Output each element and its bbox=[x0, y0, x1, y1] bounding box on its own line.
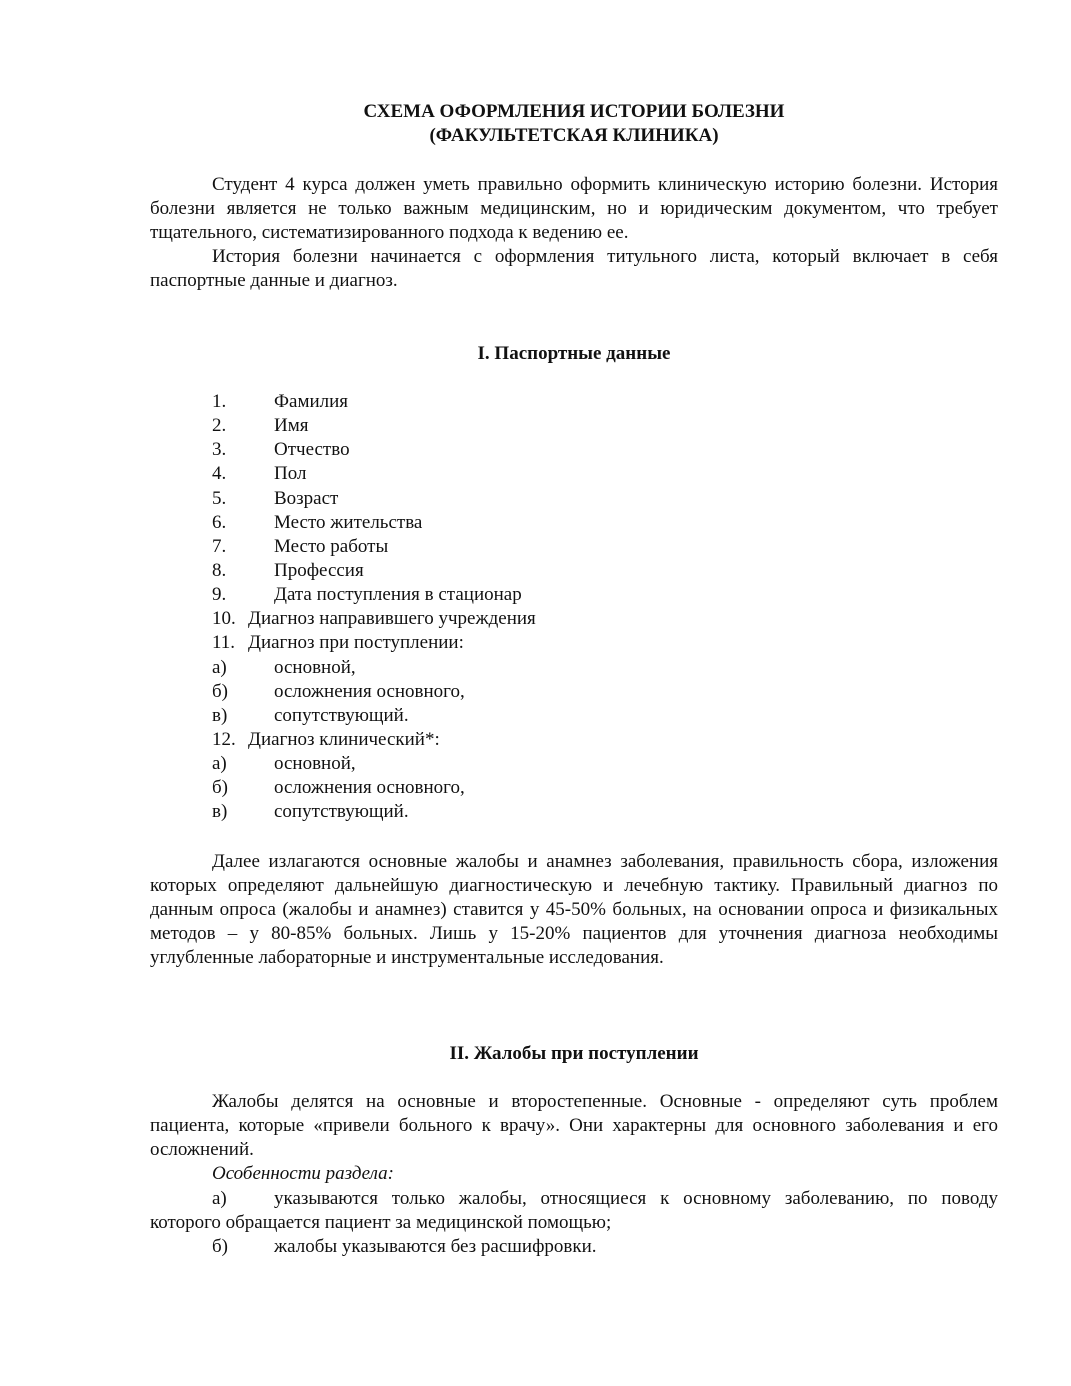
complaints-paragraph: Жалобы делятся на основные и второстепенные. Основные - определяют суть проблем пациента, которые «привели больного к врачу». Они характерны для основного заболевания и его осложнений. bbox=[150, 1091, 998, 1160]
list-item-text: сопутствующий. bbox=[274, 801, 409, 823]
passport-list-item bbox=[212, 631, 998, 655]
features-label bbox=[212, 1162, 998, 1186]
list-item-number: 4. bbox=[212, 463, 227, 485]
passport-list-item bbox=[212, 414, 998, 438]
list-item-number: 12. bbox=[212, 728, 236, 750]
list-item-number: 8. bbox=[212, 559, 227, 581]
passport-list-item bbox=[212, 680, 998, 704]
list-item-text: сопутствующий. bbox=[274, 704, 409, 726]
list-item-number: 10. bbox=[212, 608, 236, 630]
passport-list-item bbox=[212, 535, 998, 559]
passport-list-item bbox=[212, 559, 998, 583]
features-label-text: Особенности раздела: bbox=[212, 1163, 394, 1184]
diagnosis-paragraph: Далее излагаются основные жалобы и анамнез заболевания, правильность сбора, изложения которых определяют дальнейшую диагностическую и лечебную тактику. Правильный диагноз по данным опроса (жалобы и анамнез) ставится у 45-50% больных, на основании опроса и физикальных методов – у 80-85% больных. Лишь у 15-20% пациентов для уточнения диагноза необходимы углубленные лабораторные и инструментальные исследования. bbox=[150, 851, 998, 968]
list-item-text: основной, bbox=[274, 656, 356, 678]
list-item-number: в) bbox=[212, 801, 228, 823]
passport-list-item bbox=[212, 511, 998, 535]
passport-list-item bbox=[212, 607, 998, 631]
feature-a-marker: а) bbox=[212, 1188, 227, 1209]
passport-list-item bbox=[212, 583, 998, 607]
list-item-number: 1. bbox=[212, 391, 227, 412]
list-item-number: 9. bbox=[212, 584, 227, 606]
passport-list-item bbox=[212, 487, 998, 511]
feature-b-marker: б) bbox=[212, 1236, 228, 1257]
list-item-text: Отчество bbox=[274, 439, 350, 461]
list-item-text: Дата поступления в стационар bbox=[274, 584, 522, 606]
intro-paragraph-2: История болезни начинается с оформления титульного листа, который включает в себя паспортные данные и диагноз. bbox=[150, 246, 998, 291]
passport-data-list bbox=[212, 390, 998, 825]
list-item-number: а) bbox=[212, 753, 227, 775]
list-item-text: Место работы bbox=[274, 535, 389, 557]
list-item-text: Диагноз при поступлении: bbox=[248, 632, 464, 654]
document-title-line1: СХЕМА ОФОРМЛЕНИЯ ИСТОРИИ БОЛЕЗНИ bbox=[363, 101, 785, 122]
list-item-text: Пол bbox=[274, 463, 307, 485]
passport-list-item bbox=[212, 438, 998, 462]
list-item-text: Имя bbox=[274, 415, 309, 437]
passport-list-item bbox=[212, 390, 998, 414]
passport-list-item bbox=[212, 704, 998, 728]
list-item-number: 6. bbox=[212, 511, 227, 533]
list-item-number: 7. bbox=[212, 535, 227, 557]
feature-a bbox=[150, 1187, 998, 1235]
list-item-number: 11. bbox=[212, 632, 236, 654]
list-item-text: Место жительства bbox=[274, 511, 423, 533]
list-item-text: Возраст bbox=[274, 487, 339, 509]
list-item-number: 5. bbox=[212, 487, 227, 509]
list-item-number: 3. bbox=[212, 439, 227, 461]
list-item-number: в) bbox=[212, 704, 228, 726]
section-2-heading: II. Жалобы при поступлении bbox=[449, 1043, 699, 1064]
passport-list-item bbox=[212, 800, 998, 824]
passport-list-item bbox=[212, 728, 998, 752]
list-item-number: а) bbox=[212, 656, 227, 678]
passport-list-item bbox=[212, 752, 998, 776]
passport-list-item bbox=[212, 462, 998, 486]
list-item-text: основной, bbox=[274, 753, 356, 775]
list-item-text: осложнения основного, bbox=[274, 777, 465, 799]
passport-list-item bbox=[212, 656, 998, 680]
feature-a-text: указываются только жалобы, относящиеся к основному заболеванию, по поводу которого обращается пациент за медицинской помощью; bbox=[150, 1188, 998, 1233]
list-item-text: Диагноз клинический*: bbox=[248, 728, 440, 750]
list-item-text: Фамилия bbox=[274, 391, 349, 412]
list-item-number: 2. bbox=[212, 415, 227, 437]
passport-list-item bbox=[212, 776, 998, 800]
list-item-text: Профессия bbox=[274, 559, 364, 581]
list-item-number: б) bbox=[212, 777, 228, 799]
feature-b bbox=[150, 1235, 998, 1259]
list-item-text: Диагноз направившего учреждения bbox=[248, 608, 536, 630]
feature-b-text: жалобы указываются без расшифровки. bbox=[274, 1236, 597, 1257]
list-item-number: б) bbox=[212, 680, 228, 702]
intro-paragraph-1: Студент 4 курса должен уметь правильно оформить клиническую историю болезни. История болезни является не только важным медицинским, но и юридическим документом, что требует тщательного, систематизированного подхода к ведению ее. bbox=[150, 174, 998, 243]
list-item-text: осложнения основного, bbox=[274, 680, 465, 702]
document-title-line2: (ФАКУЛЬТЕТСКАЯ КЛИНИКА) bbox=[429, 125, 719, 146]
section-1-heading: I. Паспортные данные bbox=[477, 343, 671, 364]
